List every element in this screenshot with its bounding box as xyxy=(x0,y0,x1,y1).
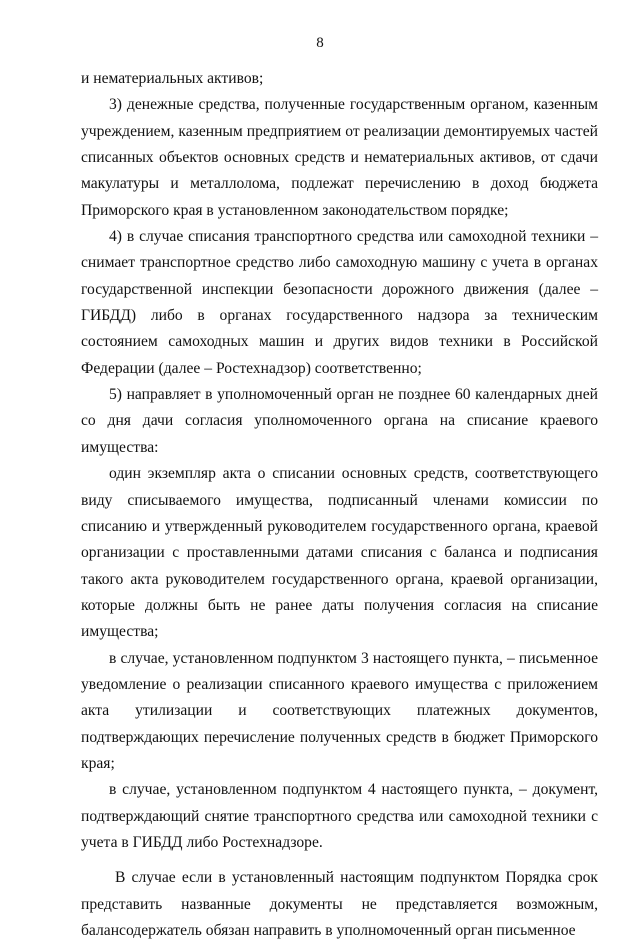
paragraph-item-5: 5) направляет в уполномоченный орган не позднее 60 календарных дней со дня дачи согласия уполномоченного органа на списание краевого имущества: xyxy=(81,386,598,456)
paragraph-case-subitem-3: в случае, установленном подпунктом 3 настоящего пункта, – письменное уведомление о реализации списанного краевого имущества с приложением акта утилизации и соответствующих платежных документов, подтверждающих перечисление полученных средств в бюджет Приморского края; xyxy=(81,649,598,772)
paragraph-continuation: и нематериальных активов; xyxy=(81,70,264,87)
paragraph-case-subitem-4: в случае, установленном подпунктом 4 настоящего пункта, – документ, подтверждающий снятие транспортного средства или самоходной техники с учета в ГИБДД либо Ростехнадзоре. xyxy=(81,781,598,851)
page-number: 8 xyxy=(316,35,324,51)
paragraph-item-3: 3) денежные средства, полученные государственным органом, казенным учреждением, казенным предприятием от реализации демонтируемых частей списанных объектов основных средств и нематериальных активов, от сдачи макулатуры и металлолома, подлежат перечислению в доход бюджета Приморского края в установленном законодательством порядке; xyxy=(81,96,598,219)
paragraph-act-copy: один экземпляр акта о списании основных средств, соответствующего виду списываемого имущества, подписанный членами комиссии по списанию и утвержденный руководителем государственного органа, краевой организации с проставленными датами списания с баланса и подписания такого акта руководителем государственного органа, краевой организации, которые должны быть не ранее даты получения согласия на списание имущества; xyxy=(81,465,598,641)
paragraph-item-4: 4) в случае списания транспортного средства или самоходной техники – снимает транспортное средство либо самоходную машину с учета в органах государственной инспекции безопасности дорожного движения (далее – ГИБДД) либо в органах государственного надзора за техническим состоянием самоходных машин и других видов техники в Российской Федерации (далее – Ростехнадзор) соответственно; xyxy=(81,228,598,377)
paragraph-deadline-case: В случае если в установленный настоящим подпунктом Порядка срок представить названные документы не представляется возможным, балансодержатель обязан направить в уполномоченный орган письменное xyxy=(81,869,598,939)
document-body xyxy=(81,66,598,944)
